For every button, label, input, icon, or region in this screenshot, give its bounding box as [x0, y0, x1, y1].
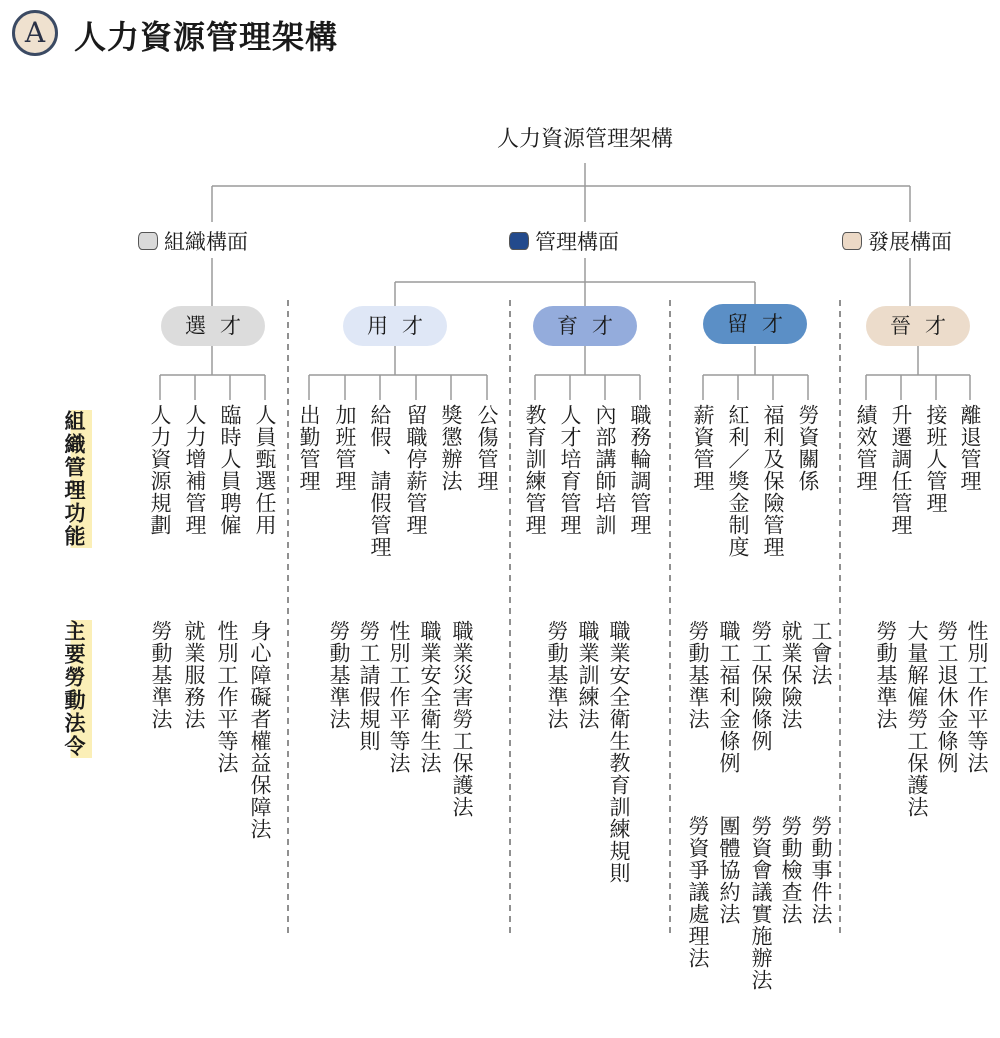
function-item: 績效管理 [854, 404, 878, 492]
function-item: 勞資關係 [796, 404, 820, 492]
function-item: 留職停薪管理 [404, 404, 428, 536]
category-retention: 留才 [703, 304, 807, 344]
law-item: 團體協約法 [717, 815, 741, 925]
category-development: 育才 [533, 306, 637, 346]
law-item: 大量解僱勞工保護法 [905, 620, 929, 818]
law-item: 勞工保險條例 [749, 620, 773, 752]
law-item: 勞動基準法 [686, 620, 710, 730]
law-item: 職業安全衛生教育訓練規則 [607, 620, 631, 884]
row-label-laws: 主要勞動法令 [56, 620, 92, 758]
law-item: 職工福利金條例 [717, 620, 741, 774]
dimension-management [509, 226, 619, 256]
function-item: 臨時人員聘僱 [218, 404, 242, 536]
function-item: 人力增補管理 [183, 404, 207, 536]
dimension-label: 發展構面 [868, 230, 952, 254]
function-item: 接班人管理 [924, 404, 948, 514]
function-item: 人力資源規劃 [148, 404, 172, 536]
dimension-organization [138, 226, 248, 256]
law-item: 就業服務法 [182, 620, 206, 730]
function-item: 加班管理 [333, 404, 357, 492]
law-item: 勞動基準法 [874, 620, 898, 730]
law-item: 性別工作平等法 [387, 620, 411, 774]
dimension-label: 管理構面 [535, 230, 619, 254]
function-item: 升遷調任管理 [889, 404, 913, 536]
function-item: 公傷管理 [475, 404, 499, 492]
law-item: 勞工退休金條例 [935, 620, 959, 774]
function-item: 紅利／獎金制度 [726, 404, 750, 558]
law-item: 勞資會議實施辦法 [749, 815, 773, 991]
row-label-functions: 組織管理功能 [56, 410, 92, 548]
page-title: 人力資源管理架構 [74, 18, 339, 56]
dimension-development [842, 226, 952, 256]
law-item: 職業安全衛生法 [418, 620, 442, 774]
function-item: 獎懲辦法 [439, 404, 463, 492]
law-item: 性別工作平等法 [215, 620, 239, 774]
law-item: 職業災害勞工保護法 [450, 620, 474, 818]
law-item: 工會法 [809, 620, 833, 686]
function-item: 內部講師培訓 [593, 404, 617, 536]
law-item: 勞資爭議處理法 [686, 815, 710, 969]
law-item: 身心障礙者權益保障法 [248, 620, 272, 840]
function-item: 人才培育管理 [558, 404, 582, 536]
dimension-label: 組織構面 [164, 230, 248, 254]
law-item: 勞工請假規則 [357, 620, 381, 752]
function-item: 出勤管理 [297, 404, 321, 492]
function-item: 福利及保險管理 [761, 404, 785, 558]
category-utilization: 用才 [343, 306, 447, 346]
section-badge: A [12, 10, 58, 56]
law-item: 勞動事件法 [809, 815, 833, 925]
category-selection: 選才 [161, 306, 265, 346]
function-item: 教育訓練管理 [523, 404, 547, 536]
root-node: 人力資源管理架構 [496, 127, 673, 152]
cylinder-icon [509, 232, 529, 250]
law-item: 勞動檢查法 [779, 815, 803, 925]
law-item: 勞動基準法 [149, 620, 173, 730]
cylinder-icon [138, 232, 158, 250]
law-item: 就業保險法 [779, 620, 803, 730]
function-item: 職務輪調管理 [628, 404, 652, 536]
function-item: 離退管理 [958, 404, 982, 492]
law-item: 勞動基準法 [545, 620, 569, 730]
function-item: 給假、請假管理 [368, 404, 392, 558]
law-item: 勞動基準法 [327, 620, 351, 730]
law-item: 性別工作平等法 [965, 620, 989, 774]
function-item: 薪資管理 [691, 404, 715, 492]
cylinder-icon [842, 232, 862, 250]
function-item: 人員甄選任用 [253, 404, 277, 536]
law-item: 職業訓練法 [576, 620, 600, 730]
category-promotion: 晉才 [866, 306, 970, 346]
